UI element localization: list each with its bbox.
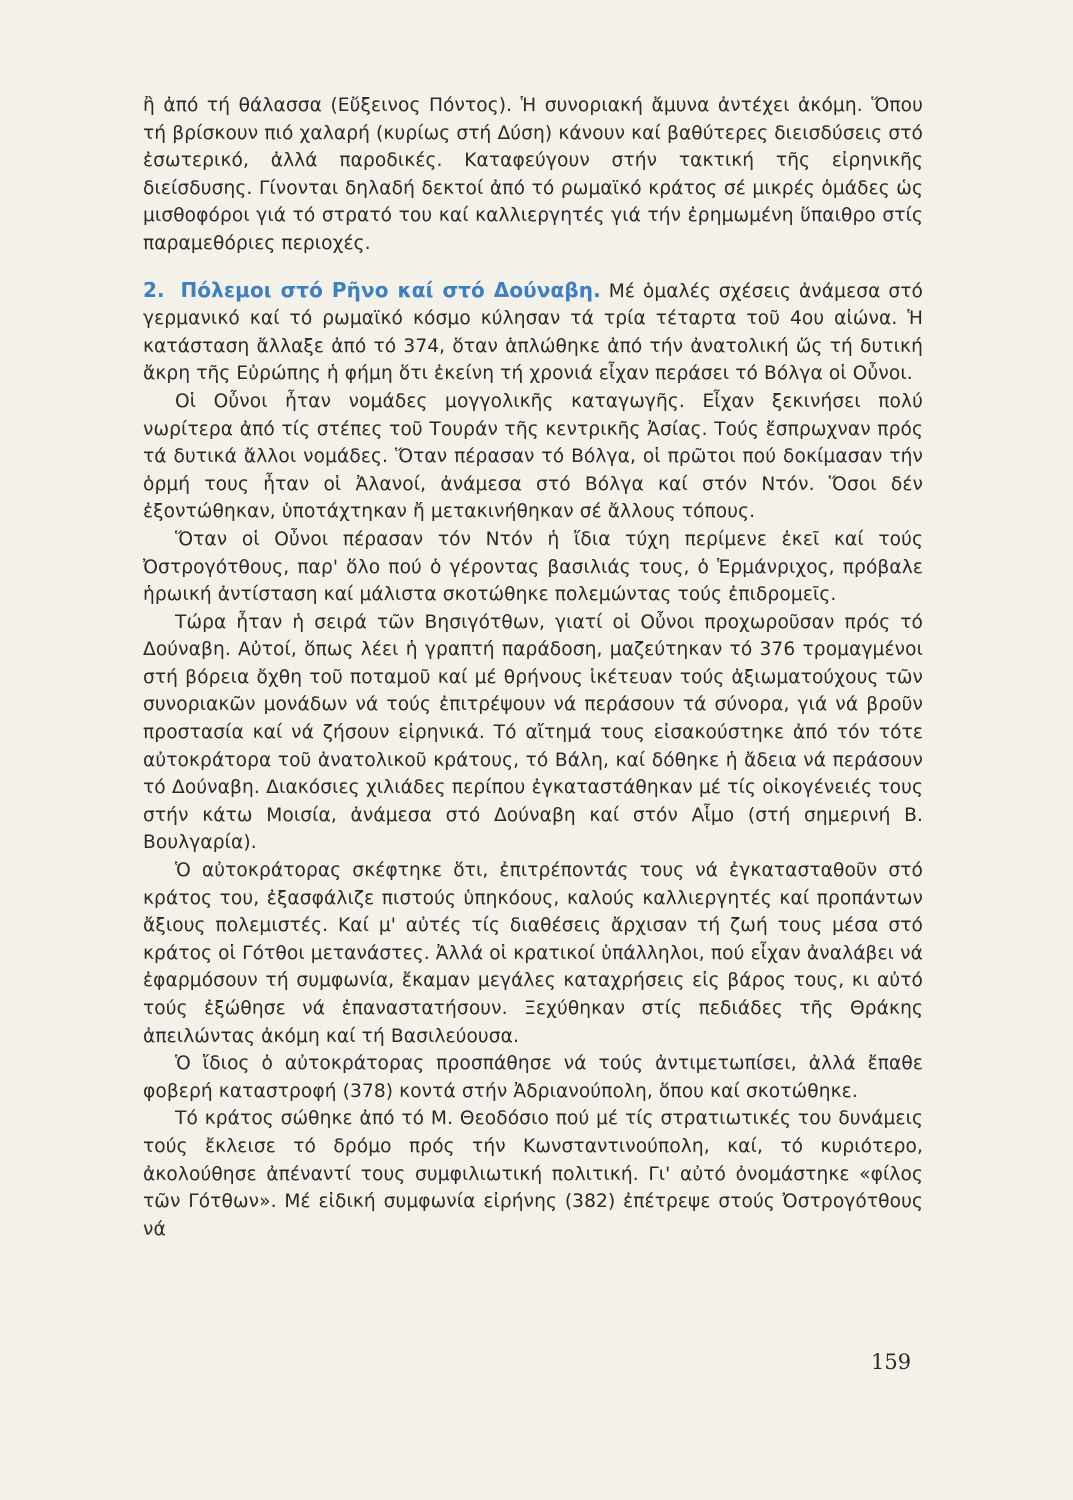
page-body: [143, 92, 923, 1243]
paragraph-emperor-thought: Ὁ αὐτοκράτορας σκέφτηκε ὅτι, ἐπιτρέποντάς τους νά ἐγκατασταθοῦν στό κράτος του, ἐξασφάλιζε πιστούς ὑπηκόους, καλούς καλλιεργητές καί προπάντων ἄξιους πολεμιστές. Καί μ' αὐτές τίς διαθέσεις ἄρχισαν τή ζωή τους μέσα στό κράτος οἱ Γότθοι μετανάστες. Ἀλλά οἱ κρατικοί ὑπάλληλοι, πού εἶχαν ἀναλάβει νά ἐφαρμόσουν τή συμφωνία, ἔκαμαν μεγάλες καταχρήσεις εἰς βάρος τους, κι αὐτό τούς ἐξώθησε νά ἐπαναστατήσουν. Ξεχύθηκαν στίς πεδιάδες τῆς Θράκης ἀπειλώντας ἀκόμη καί τή Βασιλεύουσα.: [143, 860, 923, 1047]
section-text: Μέ ὁμαλές σχέσεις ἀνάμεσα στό γερμανικό καί τό ρωμαϊκό κόσμο κύλησαν τά τρία τέταρτα τοῦ 4ου αἰώνα. Ἡ κατάσταση ἄλλαξε ἀπό τό 374, ὅταν ἁπλώθηκε ἀπό τήν ἀνατολική ὥς τή δυτική ἄκρη τῆς Εὐρώπης ἡ φήμη ὅτι ἐκείνη τή χρονιά εἶχαν περάσει τό Βόλγα οἱ Οὖνοι.: [143, 280, 923, 385]
paragraph-theodosius: Τό κράτος σώθηκε ἀπό τό Μ. Θεοδόσιο πού μέ τίς στρατιωτικές του δυνάμεις τούς ἔκλεισε τό δρόμο πρός τήν Κωνσταντινούπολη, καί, τό κυριότερο, ἀκολούθησε ἀπέναντί τους συμφιλιωτική πολιτική. Γι' αὐτό ὀνομάστηκε «φίλος τῶν Γότθων». Μέ εἰδική συμφωνία εἰρήνης (382) ἐπέτρεψε στούς Ὀστρογότθους νά: [143, 1108, 923, 1240]
page-number: 159: [871, 1350, 912, 1374]
section-number: 2.: [143, 277, 165, 302]
section-title: Πόλεμοι στό Ρῆνο καί στό Δούναβη.: [180, 277, 601, 302]
paragraph-intro: ἢ ἀπό τή θάλασσα (Εὔξεινος Πόντος). Ἡ συνοριακή ἄμυνα ἀντέχει ἀκόμη. Ὅπου τή βρίσκουν πιό χαλαρή (κυρίως στή Δύση) κάνουν καί βαθύτερες διεισδύσεις στό ἐσωτερικό, ἀλλά παροδικές. Καταφεύγουν στήν τακτική τῆς εἰρηνικῆς διείσδυσης. Γίνονται δηλαδή δεκτοί ἀπό τό ρωμαϊκό κράτος σέ μικρές ὁμάδες ὡς μισθοφόροι γιά τό στρατό του καί καλλιεργητές γιά τήν ἐρημωμένη ὕπαιθρο στίς παραμεθόριες περιοχές.: [143, 95, 923, 254]
paragraph-ostrogoths: Ὅταν οἱ Οὖνοι πέρασαν τόν Ντόν ἡ ἴδια τύχη περίμενε ἐκεῖ καί τούς Ὀστρογότθους, παρ' ὅλο πού ὁ γέροντας βασιλιάς τους, ὁ Ἑρμάνριχος, πρόβαλε ἡρωική ἀντίσταση καί μάλιστα σκοτώθηκε πολεμώντας τούς ἐπιδρομεῖς.: [143, 528, 923, 606]
section-paragraph: [143, 277, 923, 388]
paragraph-huns-origin: Οἱ Οὖνοι ἦταν νομάδες μογγολικῆς καταγωγῆς. Εἶχαν ξεκινήσει πολύ νωρίτερα ἀπό τίς στέπες τοῦ Τουράν τῆς κεντρικῆς Ἀσίας. Τούς ἔσπρωχναν πρός τά δυτικά ἄλλοι νομάδες. Ὅταν πέρασαν τό Βόλγα, οἱ πρῶτοι πού δοκίμασαν τήν ὁρμή τους ἦταν οἱ Ἀλανοί, ἀνάμεσα στό Βόλγα καί στόν Ντόν. Ὅσοι δέν ἐξοντώθηκαν, ὑποτάχτηκαν ἤ μετακινήθηκαν σέ ἄλλους τόπους.: [143, 390, 923, 523]
paragraph-visigoths: Τώρα ἦταν ἡ σειρά τῶν Βησιγότθων, γιατί οἱ Οὖνοι προχωροῦσαν πρός τό Δούναβη. Αὐτοί, ὅπως λέει ἡ γραπτή παράδοση, μαζεύτηκαν τό 376 τρομαγμένοι στή βόρεια ὄχθη τοῦ ποταμοῦ καί μέ θρήνους ἱκέτευαν τούς ἀξιωματούχους τῶν συνοριακῶν μονάδων νά τούς ἐπιτρέψουν νά περάσουν τά σύνορα, γιά νά βροῦν προστασία καί νά ζήσουν εἰρηνικά. Τό αἴτημά τους εἰσακούστηκε ἀπό τόν τότε αὐτοκράτορα τοῦ ἀνατολικοῦ κράτους, τό Βάλη, καί δόθηκε ἡ ἄδεια νά περάσουν τό Δούναβη. Διακόσιες χιλιάδες περίπου ἐγκαταστάθηκαν μέ τίς οἰκογένειές τους στήν κάτω Μοισία, ἀνάμεσα στό Δούναβη καί στόν Αἷμο (στή σημερινή Β. Βουλγαρία).: [143, 611, 923, 854]
paragraph-adrianople: Ὁ ἴδιος ὁ αὐτοκράτορας προσπάθησε νά τούς ἀντιμετωπίσει, ἀλλά ἔπαθε φοβερή καταστροφή (378) κοντά στήν Ἀδριανούπολη, ὅπου καί σκοτώθηκε.: [143, 1053, 923, 1102]
